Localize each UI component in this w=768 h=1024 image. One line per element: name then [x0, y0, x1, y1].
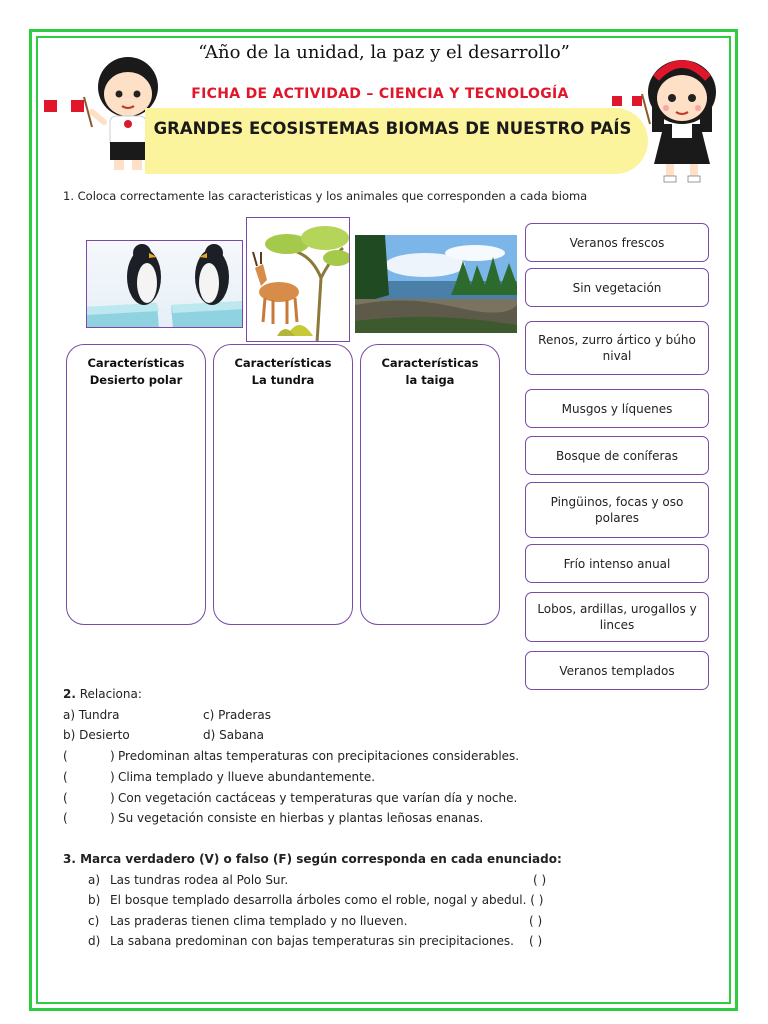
q2-item-close: ) — [110, 791, 115, 805]
taiga-image — [355, 235, 517, 333]
page-title: GRANDES ECOSISTEMAS BIOMAS DE NUESTRO PAÍS — [153, 119, 632, 138]
q3-letter: d) — [88, 934, 101, 948]
q2-item-close: ) — [110, 749, 115, 763]
answer-blank[interactable]: ( — [63, 749, 68, 763]
answer-blank[interactable]: ( — [63, 791, 68, 805]
q2-option: a) Tundra — [63, 708, 120, 722]
q2-heading: 2. Relaciona: — [63, 687, 142, 701]
column-polar-desert[interactable] — [66, 344, 206, 625]
chip-pinguinos[interactable]: Pingüinos, focas y oso polares — [525, 482, 709, 538]
answer-blank[interactable]: ( — [63, 770, 68, 784]
column-tundra[interactable] — [213, 344, 353, 625]
q2-item — [63, 749, 68, 763]
chip-lobos[interactable]: Lobos, ardillas, urogallos y linces — [525, 592, 709, 642]
deer-tree-icon — [247, 218, 350, 342]
chip-musgos[interactable]: Musgos y líquenes — [525, 389, 709, 428]
q3-letter: a) — [88, 873, 101, 887]
penguins-image — [86, 240, 243, 328]
boy-with-flag-icon — [42, 42, 162, 172]
q2-item-text: Con vegetación cactáceas y temperaturas que varían día y noche. — [118, 791, 518, 805]
q2-item — [63, 770, 68, 784]
chip-bosque-coniferas[interactable]: Bosque de coníferas — [525, 436, 709, 475]
q2-option: d) Sabana — [203, 728, 265, 742]
chip-veranos-frescos[interactable]: Veranos frescos — [525, 223, 709, 262]
q3-heading: 3. Marca verdadero (V) o falso (F) según corresponda en cada enunciado: — [63, 852, 562, 866]
q2-item — [63, 811, 68, 825]
column-title: Características Desierto polar — [87, 356, 185, 387]
q3-answer-blank[interactable]: ( ) — [533, 873, 547, 887]
chip-renos[interactable]: Renos, zurro ártico y búho nival — [525, 321, 709, 375]
q2-item-text: Clima templado y llueve abundantemente. — [118, 770, 376, 784]
q3-statement: Las praderas tienen clima templado y no llueven. — [110, 914, 408, 928]
q2-option: b) Desierto — [63, 728, 130, 742]
q2-item-close: ) — [110, 770, 115, 784]
answer-blank[interactable]: ( — [63, 811, 68, 825]
q3-letter: c) — [88, 914, 100, 928]
q2-item-close: ) — [110, 811, 115, 825]
q2-item-text: Predominan altas temperaturas con precipitaciones considerables. — [118, 749, 520, 763]
q3-statement: La sabana predominan con bajas temperaturas sin precipitaciones. — [110, 934, 514, 948]
q3-letter: b) — [88, 893, 101, 907]
q3-statement: Las tundras rodea al Polo Sur. — [110, 873, 289, 887]
chip-sin-vegetacion[interactable]: Sin vegetación — [525, 268, 709, 307]
tundra-image — [246, 217, 350, 342]
q3-answer-blank[interactable]: ( ) — [529, 914, 543, 928]
q3-statement: El bosque templado desarrolla árboles como el roble, nogal y abedul. ( ) — [110, 893, 544, 907]
chip-frio-intenso[interactable]: Frío intenso anual — [525, 544, 709, 583]
column-title: Características La tundra — [234, 356, 332, 387]
activity-subtitle: FICHA DE ACTIVIDAD – CIENCIA Y TECNOLOGÍA — [191, 86, 569, 102]
penguins-icon — [87, 241, 243, 328]
q2-option: c) Praderas — [203, 708, 271, 722]
q2-item — [63, 791, 68, 805]
column-taiga[interactable] — [360, 344, 500, 625]
year-motto: “Año de la unidad, la paz y el desarrollo” — [198, 42, 570, 63]
taiga-landscape-icon — [355, 235, 517, 333]
q1-instruction: 1. Coloca correctamente las caracteristicas y los animales que corresponden a cada bioma — [63, 189, 588, 203]
chip-veranos-templados[interactable]: Veranos templados — [525, 651, 709, 690]
column-title: Características la taiga — [381, 356, 479, 387]
q3-answer-blank[interactable]: ( ) — [529, 934, 543, 948]
q2-item-text: Su vegetación consiste en hierbas y plantas leñosas enanas. — [118, 811, 484, 825]
